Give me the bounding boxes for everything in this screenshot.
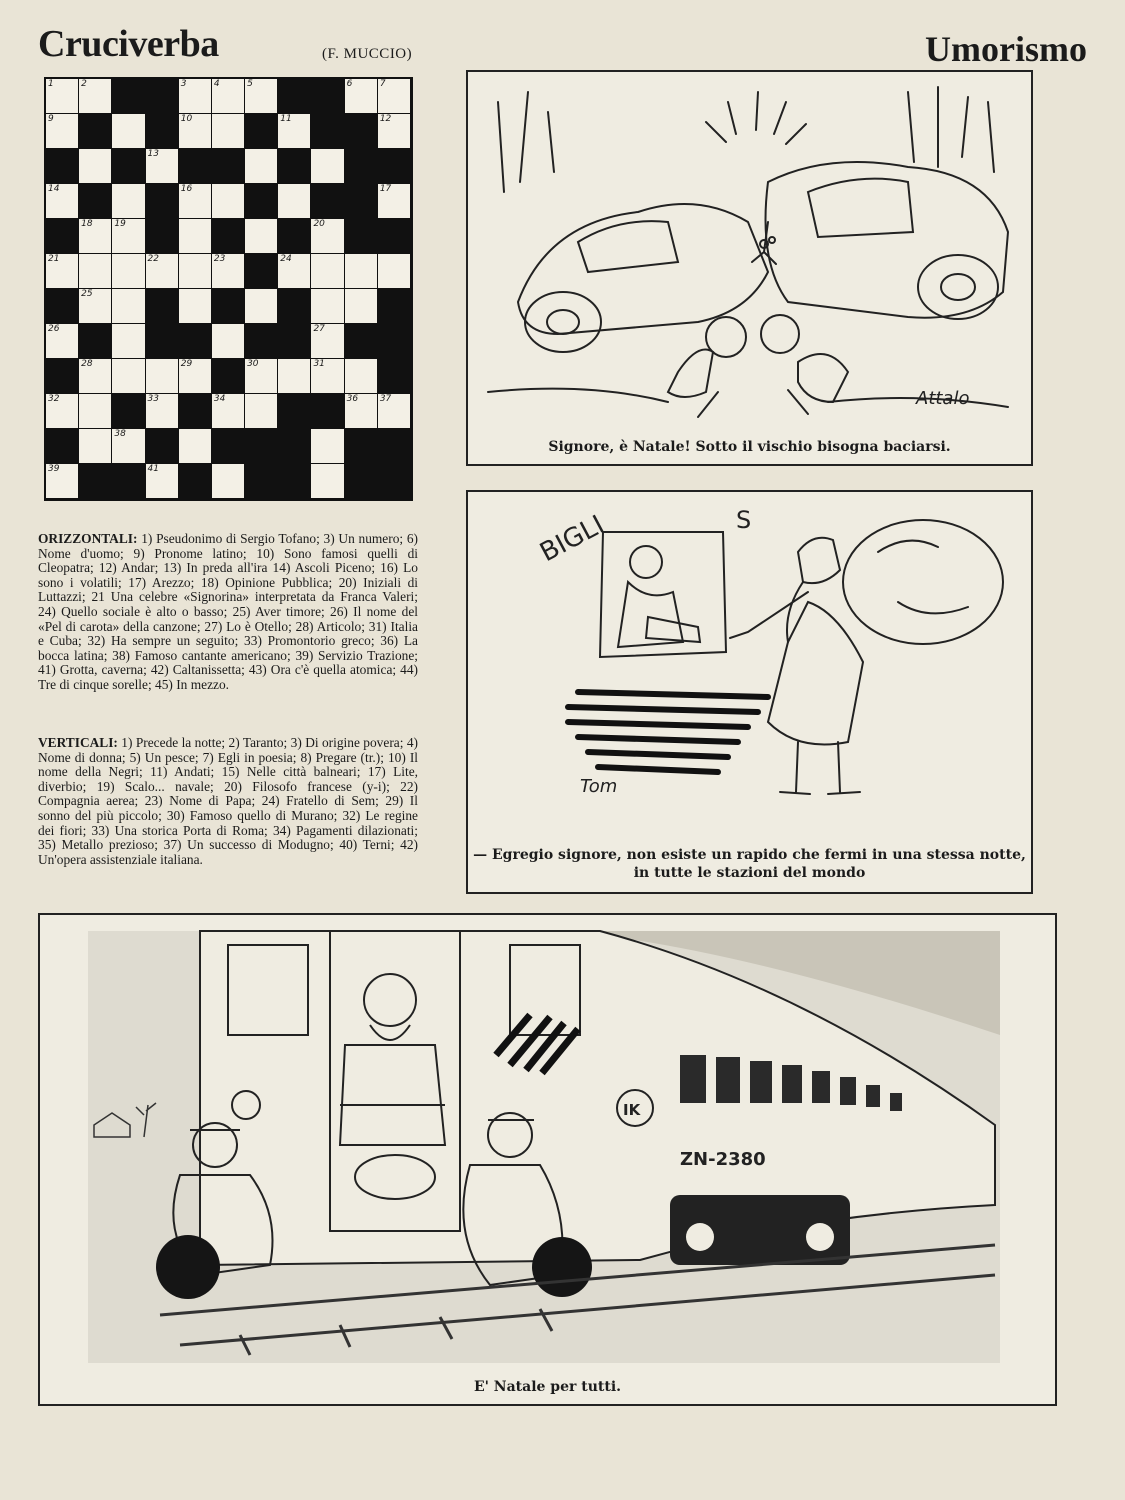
- crossword-cell[interactable]: [311, 429, 344, 464]
- crossword-cell[interactable]: [46, 464, 79, 499]
- crossword-cell[interactable]: [245, 79, 278, 114]
- crossword-cell[interactable]: [278, 359, 311, 394]
- cartoon-caption-ticket-window: [468, 846, 1031, 882]
- crossword-cell[interactable]: [112, 289, 145, 324]
- crossword-cell[interactable]: [79, 219, 112, 254]
- crossword-cell[interactable]: [112, 254, 145, 289]
- crossword-cell[interactable]: [212, 464, 245, 499]
- crossword-cell[interactable]: [212, 184, 245, 219]
- crossword-cell[interactable]: [278, 254, 311, 289]
- crossword-cell-number: 17: [379, 184, 392, 194]
- crossword-cell[interactable]: [378, 394, 411, 429]
- crossword-cell-number: 36: [346, 394, 359, 404]
- crossword-block: [112, 149, 145, 184]
- crossword-cell[interactable]: [46, 254, 79, 289]
- crossword-cell[interactable]: [179, 114, 212, 149]
- crossword-cell-number: 25: [81, 289, 93, 299]
- crossword-cell[interactable]: [378, 184, 411, 219]
- crossword-cell[interactable]: [245, 149, 278, 184]
- crossword-block: [378, 464, 411, 499]
- crossword-cell-number: 12: [379, 114, 392, 124]
- crossword-block: [146, 219, 179, 254]
- author-credit: (F. MUCCIO): [322, 46, 413, 62]
- crossword-block: [378, 429, 411, 464]
- crossword-block: [212, 149, 245, 184]
- crossword-block: [46, 359, 79, 394]
- crossword-cell[interactable]: [46, 324, 79, 359]
- crossword-cell-number: 5: [247, 79, 253, 89]
- crossword-cell-number: 1: [48, 79, 54, 89]
- crossword-block: [311, 114, 344, 149]
- cartoon-caption-train: E' Natale per tutti.: [473, 1379, 622, 1395]
- crossword-block: [112, 464, 145, 499]
- clues-down: [38, 736, 418, 867]
- crossword-block: [345, 149, 378, 184]
- crossword-cell[interactable]: [112, 114, 145, 149]
- train-number: ZN-2380: [680, 1149, 766, 1170]
- crossword-block: [179, 149, 212, 184]
- crossword-cell[interactable]: [345, 359, 378, 394]
- ticket-sign-text: BIGLI: [535, 509, 610, 569]
- crossword-cell[interactable]: [311, 324, 344, 359]
- crossword-block: [112, 79, 145, 114]
- clues-across-text: 1) Pseudonimo di Sergio Tofano; 3) Un numero; 6) Nome d'uomo; 9) Pronome latino; 10) Sono famosi quelli di Cleopatra; 12) Andar; 13) In preda all'ira 14) Ascoli Piceno; 16) Lo sono i volatili; 17) Arezzo; 18) Opinione Pubblica; 20) Iniziali di Luttazzi; 21 Una celebre «Signorina» interpretata da Franca Valeri; 24) Quello sociale è alto o basso; 25) Aver timore; 26) Il nome del «Pel di carota» della canzone; 27) Lo è Otello; 28) Articolo; 31) Italia e Cuba; 32) Ha sempre un seguito; 33) Promontorio greco; 36) La bocca latina; 38) Famoso cantante americano; 39) Servizio Trazione; 41) Grotta, caverna; 42) Caltanissetta; 43) Ora c'è quella atomica; 44) Tre di cinque sorelle; 45) In mezzo.: [38, 531, 418, 692]
- crossword-cell-number: 28: [81, 359, 93, 369]
- crossword-cell-number: 13: [147, 149, 159, 159]
- crossword-block: [146, 289, 179, 324]
- crossword-block: [212, 219, 245, 254]
- crossword-block: [245, 464, 278, 499]
- crossword-cell[interactable]: [112, 429, 145, 464]
- crossword-block: [46, 289, 79, 324]
- caption-line-2: in tutte le stazioni del mondo: [633, 865, 866, 881]
- crossword-cell[interactable]: [146, 464, 179, 499]
- crossword-block: [378, 289, 411, 324]
- crossword-cell[interactable]: [212, 394, 245, 429]
- ticket-sign-text-end: S: [736, 506, 752, 534]
- crossword-block: [46, 429, 79, 464]
- crossword-block: [79, 184, 112, 219]
- crossword-block: [311, 394, 344, 429]
- crossword-cell-number: 22: [147, 254, 159, 264]
- train-illustration: [40, 915, 1055, 1370]
- crossword-cell[interactable]: [146, 394, 179, 429]
- crossword-heading: Cruciverba: [38, 23, 219, 65]
- crossword-cell[interactable]: [79, 79, 112, 114]
- crossword-cell[interactable]: [311, 219, 344, 254]
- crossword-cell-number: 23: [213, 254, 226, 264]
- crossword-cell[interactable]: [112, 324, 145, 359]
- crossword-cell-number: 6: [346, 79, 353, 89]
- crossword-cell[interactable]: [179, 254, 212, 289]
- crossword-cell-number: 27: [313, 324, 325, 334]
- crossword-block: [345, 324, 378, 359]
- crossword-cell[interactable]: [79, 289, 112, 324]
- crossword-block: [146, 429, 179, 464]
- crossword-block: [345, 219, 378, 254]
- crossword-cell[interactable]: [245, 359, 278, 394]
- crossword-block: [146, 79, 179, 114]
- crossword-cell[interactable]: [278, 114, 311, 149]
- crossword-cell[interactable]: [79, 149, 112, 184]
- crossword-block: [79, 464, 112, 499]
- crossword-cell-number: 32: [48, 394, 60, 404]
- crossword-cell[interactable]: [79, 254, 112, 289]
- crossword-cell-number: 7: [379, 79, 386, 89]
- cartoon-caption-mistletoe: Signore, è Natale! Sotto il vischio bisogna baciarsi.: [548, 439, 951, 455]
- clues-across: [38, 532, 418, 693]
- cartoon-panel-mistletoe: [466, 70, 1033, 466]
- crossword-cell-number: 33: [147, 394, 159, 404]
- crossword-block: [212, 429, 245, 464]
- crossword-cell[interactable]: [378, 254, 411, 289]
- cartoon-signature-attalo: Attalo: [916, 388, 970, 409]
- crossword-cell-number: 31: [313, 359, 325, 369]
- crossword-block: [179, 324, 212, 359]
- crossword-cell-number: 26: [48, 324, 60, 334]
- crossword-block: [278, 219, 311, 254]
- caption-line-1: — Egregio signore, non esiste un rapido che fermi in una stessa notte,: [473, 847, 1026, 863]
- crossword-cell[interactable]: [146, 254, 179, 289]
- crossword-grid: [44, 77, 413, 501]
- crossword-block: [179, 464, 212, 499]
- crossword-block: [278, 324, 311, 359]
- crossword-cell[interactable]: [179, 429, 212, 464]
- crossword-cell[interactable]: [212, 79, 245, 114]
- crossword-cell[interactable]: [278, 184, 311, 219]
- crossword-block: [345, 184, 378, 219]
- crossword-cell[interactable]: [311, 149, 344, 184]
- crossword-block: [345, 429, 378, 464]
- crossword-cell[interactable]: [79, 359, 112, 394]
- cartoon-signature-tom: Tom: [580, 776, 618, 797]
- crossword-cell-number: 39: [48, 464, 60, 474]
- crossword-cell-number: 18: [81, 219, 93, 229]
- crossword-block: [245, 254, 278, 289]
- crossword-block: [278, 79, 311, 114]
- crossword-cell[interactable]: [311, 254, 344, 289]
- crossword-block: [79, 114, 112, 149]
- crossword-cell[interactable]: [46, 184, 79, 219]
- crossword-cell-number: 21: [48, 254, 60, 264]
- crossword-block: [212, 359, 245, 394]
- crossword-cell[interactable]: [245, 219, 278, 254]
- crossword-cell[interactable]: [179, 289, 212, 324]
- crossword-block: [79, 324, 112, 359]
- crossword-cell[interactable]: [245, 289, 278, 324]
- crossword-cell-number: 16: [180, 184, 193, 194]
- crossword-cell[interactable]: [345, 254, 378, 289]
- crossword-cell[interactable]: [179, 219, 212, 254]
- crossword-block: [146, 184, 179, 219]
- crossword-cell-number: 29: [180, 359, 193, 369]
- crash-illustration: [468, 72, 1031, 432]
- crossword-block: [278, 429, 311, 464]
- crossword-cell[interactable]: [345, 289, 378, 324]
- crossword-cell[interactable]: [179, 359, 212, 394]
- crossword-block: [278, 464, 311, 499]
- crossword-cell[interactable]: [378, 114, 411, 149]
- crossword-block: [378, 359, 411, 394]
- crossword-block: [146, 324, 179, 359]
- crossword-cell[interactable]: [345, 79, 378, 114]
- crossword-cell-number: 9: [48, 114, 54, 124]
- crossword-cell[interactable]: [79, 429, 112, 464]
- crossword-cell-number: 19: [114, 219, 126, 229]
- crossword-cell[interactable]: [112, 219, 145, 254]
- crossword-block: [112, 394, 145, 429]
- crossword-cell-number: 38: [114, 429, 126, 439]
- crossword-block: [245, 324, 278, 359]
- crossword-block: [345, 114, 378, 149]
- crossword-block: [46, 149, 79, 184]
- crossword-block: [245, 114, 278, 149]
- crossword-block: [278, 149, 311, 184]
- crossword-cell-number: 41: [147, 464, 159, 474]
- crossword-cell[interactable]: [212, 114, 245, 149]
- crossword-cell[interactable]: [311, 464, 344, 499]
- crossword-cell[interactable]: [46, 79, 79, 114]
- clues-down-label: VERTICALI:: [38, 735, 118, 750]
- crossword-cell[interactable]: [311, 359, 344, 394]
- crossword-cell-number: 2: [81, 79, 87, 89]
- santa-ticket-illustration: [468, 492, 1031, 832]
- crossword-block: [378, 219, 411, 254]
- clues-down-text: 1) Precede la notte; 2) Taranto; 3) Di origine povera; 4) Nome di donna; 5) Un pesce; 7) Egli in poesia; 8) Pregare (tr.); 10) Il nome della Negri; 11) Andati; 15) Nelle città balneari; 17) Lite, diverbio; 19) Scalo... navale; 20) Filosofo francese (y-i); 22) Compagnia aerea; 23) Nome di Papa; 24) Fratello di Sem; 29) Il sonno del più piccolo; 30) Famoso quello di Murano; 32) Le regine dei fiori; 33) Una storica Porta di Roma; 34) Pagamenti dilazionati; 35) Metallo prezioso; 37) Un successo di Modugno; 40) Terni; 42) Un'opera assistenziale italiana.: [38, 735, 418, 867]
- crossword-cell[interactable]: [112, 184, 145, 219]
- crossword-block: [46, 219, 79, 254]
- cartoon-panel-ticket-window: [466, 490, 1033, 894]
- crossword-cell-number: 4: [213, 79, 220, 89]
- crossword-block: [345, 464, 378, 499]
- crossword-cell[interactable]: [112, 359, 145, 394]
- crossword-cell[interactable]: [179, 184, 212, 219]
- clues-across-label: ORIZZONTALI:: [38, 531, 138, 546]
- crossword-cell[interactable]: [46, 394, 79, 429]
- crossword-block: [278, 394, 311, 429]
- crossword-block: [278, 289, 311, 324]
- crossword-block: [311, 184, 344, 219]
- cartoon-panel-train: [38, 913, 1057, 1406]
- crossword-cell[interactable]: [245, 394, 278, 429]
- crossword-cell[interactable]: [212, 254, 245, 289]
- humor-heading: Umorismo: [925, 29, 1087, 69]
- train-logo: IK: [623, 1101, 641, 1119]
- crossword-cell[interactable]: [311, 289, 344, 324]
- crossword-cell[interactable]: [345, 394, 378, 429]
- crossword-cell[interactable]: [146, 359, 179, 394]
- crossword-cell[interactable]: [146, 149, 179, 184]
- crossword-block: [245, 429, 278, 464]
- crossword-cell[interactable]: [179, 79, 212, 114]
- crossword-cell[interactable]: [79, 394, 112, 429]
- crossword-cell-number: 30: [247, 359, 259, 369]
- crossword-block: [378, 324, 411, 359]
- crossword-cell-number: 14: [48, 184, 60, 194]
- crossword-cell-number: 11: [280, 114, 292, 124]
- crossword-cell[interactable]: [378, 79, 411, 114]
- crossword-block: [212, 289, 245, 324]
- crossword-cell-number: 34: [213, 394, 226, 404]
- crossword-block: [245, 184, 278, 219]
- crossword-cell-number: 3: [180, 79, 187, 89]
- crossword-cell-number: 20: [313, 219, 325, 229]
- crossword-block: [378, 149, 411, 184]
- crossword-cell-number: 24: [280, 254, 292, 264]
- crossword-block: [311, 79, 344, 114]
- crossword-cell-number: 10: [180, 114, 193, 124]
- crossword-block: [179, 394, 212, 429]
- crossword-cell[interactable]: [46, 114, 79, 149]
- crossword-cell-number: 37: [379, 394, 392, 404]
- crossword-block: [146, 114, 179, 149]
- crossword-cell[interactable]: [212, 324, 245, 359]
